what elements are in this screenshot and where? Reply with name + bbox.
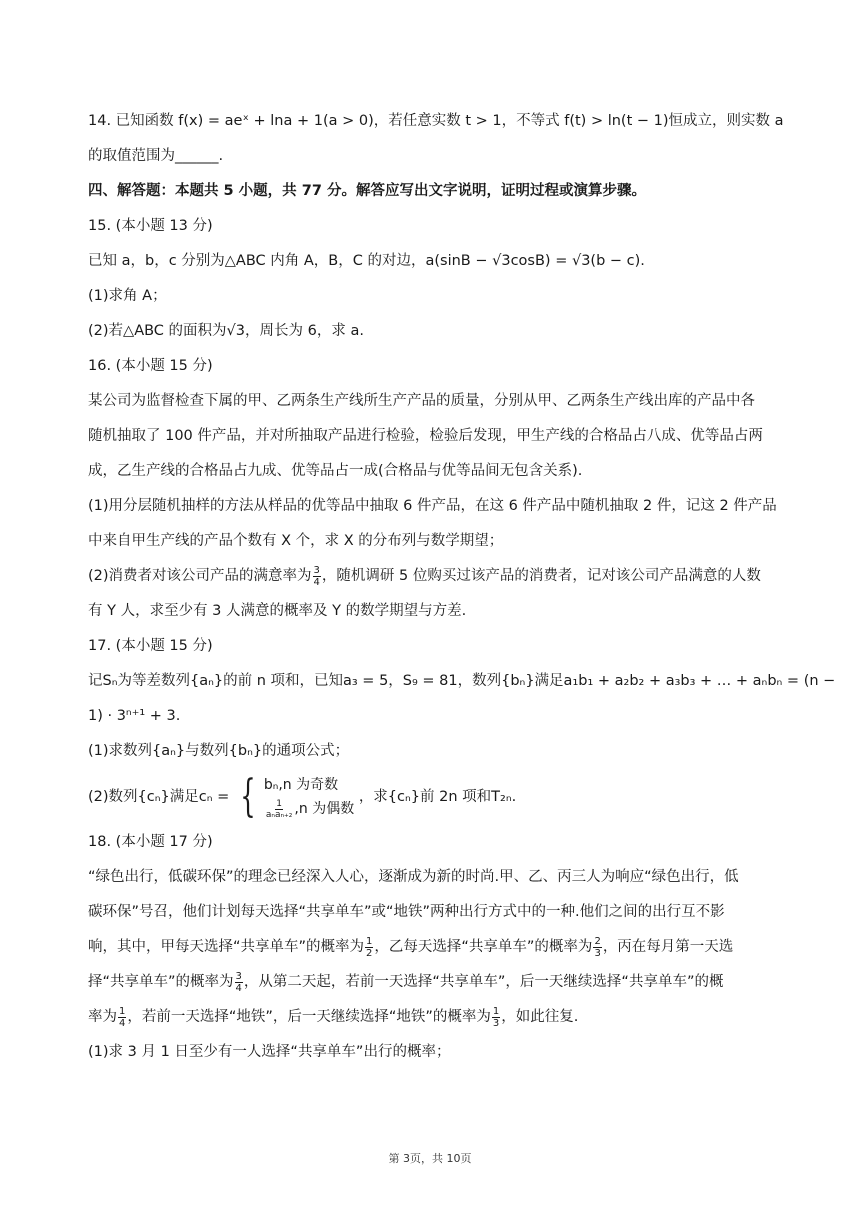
fraction-denominator: 2: [366, 947, 373, 959]
q18-stem-4-b: ，从第二天起，若前一天选择“共享单车”，后一天继续选择“共享单车”的概: [243, 974, 724, 990]
section-heading: 四、解答题：本题共 5 小题，共 77 分。解答应写出文字说明，证明过程或演算步骤。: [88, 183, 646, 199]
fraction-numerator: 2: [594, 935, 601, 947]
q18-stem-2: 碳环保”号召，他们计划每天选择“共享单车”或“地铁”两种出行方式中的一种.他们之间的出行互不影: [88, 904, 725, 920]
question-16: [88, 349, 788, 629]
case-even: [264, 797, 354, 821]
fraction-denominator: 4: [313, 576, 320, 588]
fraction: [265, 799, 294, 820]
q16-stem-2: 随机抽取了 100 件产品，并对所抽取产品进行检验，检验后发现，甲生产线的合格品占八成、优等品占两: [88, 428, 763, 444]
q18-stem-5: [88, 1000, 788, 1035]
q17-part-1: (1)求数列{aₙ}与数列{bₙ}的通项公式；: [88, 743, 350, 759]
q17-stem-1: 记Sₙ为等差数列{aₙ}的前 n 项和，已知a₃ = 5，S₉ = 81，数列{bₙ}满足a₁b₁ + a₂b₂ + a₃b₃ + … + aₙbₙ = (n −: [88, 673, 836, 689]
fraction-numerator: 3: [235, 970, 242, 982]
q16-part-2a-pre: (2)消费者对该公司产品的满意率为: [88, 568, 312, 584]
q16-title: 16. (本小题 15 分): [88, 358, 213, 374]
q18-part-1: (1)求 3 月 1 日至少有一人选择“共享单车”出行的概率；: [88, 1044, 451, 1060]
q18-stem-4-a: 择“共享单车”的概率为: [88, 974, 234, 990]
q16-stem-1: 某公司为监督检查下属的甲、乙两条生产线所生产产品的质量，分别从甲、乙两条生产线出库的产品中各: [88, 393, 755, 409]
q14-line-2: 的取值范围为______.: [88, 148, 224, 164]
case-even-text: ,n 为偶数: [294, 801, 355, 817]
q18-stem-3-c: ，丙在每月第一天选: [602, 939, 734, 955]
q17-title: 17. (本小题 15 分): [88, 638, 213, 654]
fraction-denominator: 4: [235, 982, 242, 994]
q18-stem-3-b: ，乙每天选择“共享单车”的概率为: [374, 939, 593, 955]
fraction: [313, 565, 321, 588]
q18-stem-5-b: ，若前一天选择“地铁”，后一天继续选择“地铁”的概率为: [127, 1009, 491, 1025]
q17-part-2-pre: (2)数列{cₙ}满足cₙ =: [88, 789, 230, 805]
q14-line-1: 14. 已知函数 f(x) = aeˣ + lna + 1(a > 0)，若任意实数 t > 1，不等式 f(t) > ln(t − 1)恒成立，则实数 a: [88, 113, 784, 129]
q17-part-2-post: ，求{cₙ}前 2n 项和T₂ₙ.: [358, 789, 517, 805]
fraction-denominator: aₙaₙ₊₂: [265, 809, 293, 820]
q18-title: 18. (本小题 17 分): [88, 834, 213, 850]
fraction-numerator: 1: [276, 798, 282, 809]
case-odd: bₙ,n 为奇数: [263, 777, 339, 793]
q16-part-2b: 有 Y 人，求至少有 3 人满意的概率及 Y 的数学期望与方差.: [88, 603, 467, 619]
fraction-numerator: 1: [492, 1005, 500, 1017]
left-brace: {: [240, 771, 256, 822]
fraction: [492, 1006, 500, 1029]
fraction: [235, 971, 243, 994]
page-content: [88, 104, 836, 1070]
fraction: [365, 936, 373, 959]
q18-stem-3-a: 响，其中，甲每天选择“共享单车”的概率为: [88, 939, 365, 955]
piecewise-definition: [234, 769, 354, 825]
page-footer: 第 3页，共 10页: [388, 1152, 472, 1165]
fraction-numerator: 3: [313, 564, 320, 576]
q18-stem-1: “绿色出行，低碳环保”的理念已经深入人心，逐渐成为新的时尚.甲、乙、丙三人为响应“绿色出行，低: [88, 869, 739, 885]
fraction-numerator: 1: [119, 1005, 126, 1017]
question-18: [88, 825, 788, 1070]
q15-title: 15. (本小题 13 分): [88, 218, 213, 234]
fraction: [118, 1006, 126, 1029]
q16-part-1a: (1)用分层随机抽样的方法从样品的优等品中抽取 6 件产品，在这 6 件产品中随机抽取 2 件，记这 2 件产品: [88, 498, 777, 514]
question-17: [88, 629, 836, 825]
q18-stem-3: [88, 930, 788, 965]
q16-part-2a: [88, 559, 788, 594]
q15-stem: 已知 a，b，c 分别为△ABC 内角 A，B，C 的对边，a(sinB − √3cosB) = √3(b − c).: [88, 253, 645, 269]
q17-stem-2: 1) · 3ⁿ⁺¹ + 3.: [88, 708, 181, 724]
q18-stem-5-c: ，如此往复.: [501, 1009, 579, 1025]
q16-stem-3: 成，乙生产线的合格品占九成、优等品占一成(合格品与优等品间无包含关系).: [88, 463, 583, 479]
cases: [264, 773, 354, 821]
fraction: [593, 936, 601, 959]
q18-stem-4: [88, 965, 788, 1000]
q15-part-2: (2)若△ABC 的面积为√3，周长为 6，求 a.: [88, 323, 364, 339]
fraction-numerator: 1: [366, 935, 373, 947]
fraction-denominator: 3: [594, 947, 601, 959]
question-15: [88, 209, 788, 349]
fraction-denominator: 3: [492, 1017, 500, 1029]
question-14: [88, 104, 788, 174]
q18-stem-5-a: 率为: [88, 1009, 117, 1025]
q16-part-2a-post: ，随机调研 5 位购买过该产品的消费者，记对该公司产品满意的人数: [321, 568, 761, 584]
q15-part-1: (1)求角 A；: [88, 288, 167, 304]
q16-part-1b: 中来自甲生产线的产品个数有 X 个，求 X 的分布列与数学期望；: [88, 533, 504, 549]
fraction-denominator: 4: [119, 1017, 126, 1029]
q17-part-2: [88, 769, 788, 825]
